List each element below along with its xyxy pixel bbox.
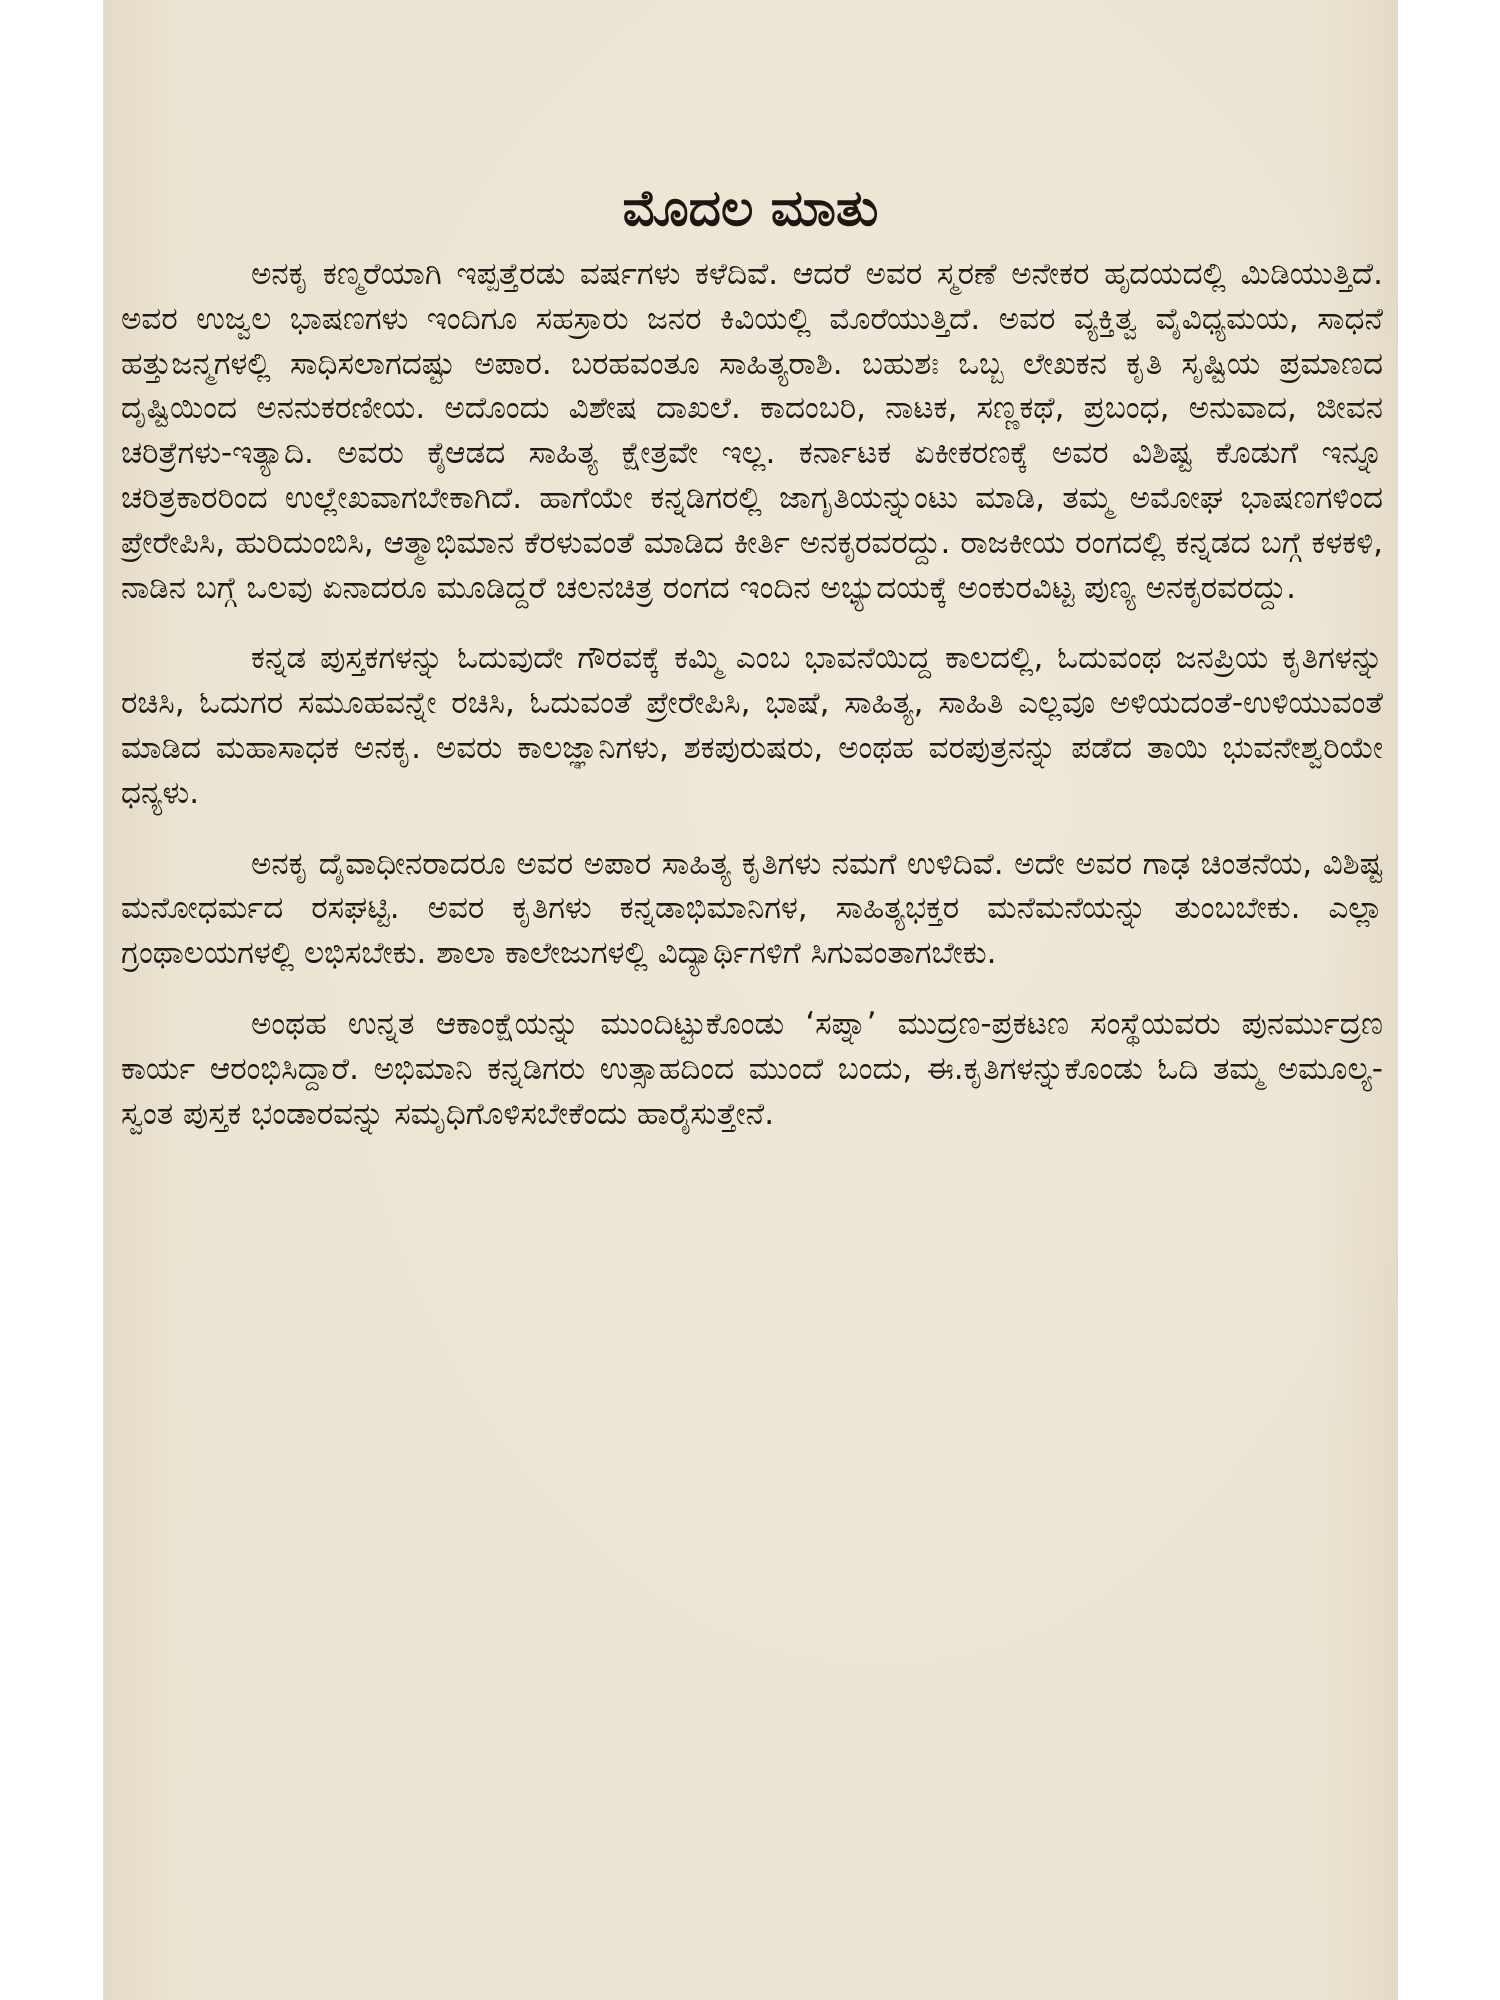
paragraph-1: ಅನಕೃ ಕಣ್ಮರೆಯಾಗಿ ಇಪ್ಪತ್ತೆರಡು ವರ್ಷಗಳು ಕಳೆದಿವೆ. ಆದರೆ ಅವರ ಸ್ಮರಣೆ ಅನೇಕರ ಹೃದಯದಲ್ಲಿ ಮಿಡಿಯುತ್ತಿದೆ. ಅವರ ಉಜ್ವಲ ಭಾಷಣಗಳು ಇಂದಿಗೂ ಸಹಸ್ರಾರು ಜನರ ಕಿವಿಯಲ್ಲಿ ಮೊರೆಯುತ್ತಿದೆ. ಅವರ ವ್ಯಕ್ತಿತ್ವ ವೈವಿಧ್ಯಮಯ, ಸಾಧನೆ ಹತ್ತುಜನ್ಮಗಳಲ್ಲಿ ಸಾಧಿಸಲಾಗದಷ್ಟು ಅಪಾರ. ಬರಹವಂತೂ ಸಾಹಿತ್ಯರಾಶಿ. ಬಹುಶಃ ಒಬ್ಬ ಲೇಖಕನ ಕೃತಿ ಸೃಷ್ಟಿಯ ಪ್ರಮಾಣದ ದೃಷ್ಟಿಯಿಂದ ಅನನುಕರಣೀಯ. ಅದೊಂದು ವಿಶೇಷ ದಾಖಲೆ. ಕಾದಂಬರಿ, ನಾಟಕ, ಸಣ್ಣಕಥೆ, ಪ್ರಬಂಧ, ಅನುವಾದ, ಜೀವನ ಚರಿತ್ರೆಗಳು-ಇತ್ಯಾದಿ. ಅವರು ಕೈಆಡದ ಸಾಹಿತ್ಯ ಕ್ಷೇತ್ರವೇ ಇಲ್ಲ. ಕರ್ನಾಟಕ ಏಕೀಕರಣಕ್ಕೆ ಅವರ ವಿಶಿಷ್ಟ ಕೊಡುಗೆ ಇನ್ನೂ ಚರಿತ್ರಕಾರರಿಂದ ಉಲ್ಲೇಖವಾಗಬೇಕಾಗಿದೆ. ಹಾಗೆಯೇ ಕನ್ನಡಿಗರಲ್ಲಿ ಜಾಗೃತಿಯನ್ನುಂಟು ಮಾಡಿ, ತಮ್ಮ ಅಮೋಘ ಭಾಷಣಗಳಿಂದ ಪ್ರೇರೇಪಿಸಿ, ಹುರಿದುಂಬಿಸಿ, ಆತ್ಮಾಭಿಮಾನ ಕೆರಳುವಂತೆ ಮಾಡಿದ ಕೀರ್ತಿ ಅನಕೃರವರದ್ದು. ರಾಜಕೀಯ ರಂಗದಲ್ಲಿ ಕನ್ನಡದ ಬಗ್ಗೆ ಕಳಕಳಿ, ನಾಡಿನ ಬಗ್ಗೆ ಒಲವು ಏನಾದರೂ ಮೂಡಿದ್ದರೆ ಚಲನಚಿತ್ರ ರಂಗದ ಇಂದಿನ ಅಭ್ಯುದಯಕ್ಕೆ ಅಂಕುರವಿಟ್ಟ ಪುಣ್ಯ ಅನಕೃರವರದ್ದು. xyxy=(121,256,1383,606)
book-page xyxy=(103,0,1398,2000)
page-title: ಮೊದಲ ಮಾತು xyxy=(622,179,879,237)
paragraph-3: ಅನಕೃ ದೈವಾಧೀನರಾದರೂ ಅವರ ಅಪಾರ ಸಾಹಿತ್ಯ ಕೃತಿಗಳು ನಮಗೆ ಉಳಿದಿವೆ. ಅದೇ ಅವರ ಗಾಢ ಚಿಂತನೆಯ, ವಿಶಿಷ್ಟ ಮನೋಧರ್ಮದ ರಸಘಟ್ಟಿ. ಅವರ ಕೃತಿಗಳು ಕನ್ನಡಾಭಿಮಾನಿಗಳ, ಸಾಹಿತ್ಯಭಕ್ತರ ಮನೆಮನೆಯನ್ನು ತುಂಬಬೇಕು. ಎಲ್ಲಾ ಗ್ರಂಥಾಲಯಗಳಲ್ಲಿ ಲಭಿಸಬೇಕು. ಶಾಲಾ ಕಾಲೇಜುಗಳಲ್ಲಿ ವಿದ್ಯಾರ್ಥಿಗಳಿಗೆ ಸಿಗುವಂತಾಗಬೇಕು. xyxy=(121,845,1383,972)
paragraph-4: ಅಂಥಹ ಉನ್ನತ ಆಕಾಂಕ್ಷೆಯನ್ನು ಮುಂದಿಟ್ಟುಕೊಂಡು ‘ಸಪ್ನಾ’ ಮುದ್ರಣ-ಪ್ರಕಟಣ ಸಂಸ್ಥೆಯವರು ಪುನರ್ಮುದ್ರಣ ಕಾರ್ಯ ಆರಂಭಿಸಿದ್ದಾರೆ. ಅಭಿಮಾನಿ ಕನ್ನಡಿಗರು ಉತ್ಸಾಹದಿಂದ ಮುಂದೆ ಬಂದು, ಈ.ಕೃತಿಗಳನ್ನುಕೊಂಡು ಓದಿ ತಮ್ಮ ಅಮೂಲ್ಯ-ಸ್ವಂತ ಪುಸ್ತಕ ಭಂಡಾರವನ್ನು ಸಮೃಧಿಗೊಳಿಸಬೇಕೆಂದು ಹಾರೈಸುತ್ತೇನೆ. xyxy=(121,1005,1383,1132)
page-body xyxy=(121,252,1383,1136)
paragraph-2: ಕನ್ನಡ ಪುಸ್ತಕಗಳನ್ನು ಓದುವುದೇ ಗೌರವಕ್ಕೆ ಕಮ್ಮಿ ಎಂಬ ಭಾವನೆಯಿದ್ದ ಕಾಲದಲ್ಲಿ, ಓದುವಂಥ ಜನಪ್ರಿಯ ಕೃತಿಗಳನ್ನು ರಚಿಸಿ, ಓದುಗರ ಸಮೂಹವನ್ನೇ ರಚಿಸಿ, ಓದುವಂತೆ ಪ್ರೇರೇಪಿಸಿ, ಭಾಷೆ, ಸಾಹಿತ್ಯ, ಸಾಹಿತಿ ಎಲ್ಲವೂ ಅಳಿಯದಂತೆ-ಉಳಿಯುವಂತೆ ಮಾಡಿದ ಮಹಾಸಾಧಕ ಅನಕೃ. ಅವರು ಕಾಲಜ್ಞಾನಿಗಳು, ಶಕಪುರುಷರು, ಅಂಥಹ ವರಪುತ್ರನನ್ನು ಪಡೆದ ತಾಯಿ ಭುವನೇಶ್ವರಿಯೇ ಧನ್ಯಳು. xyxy=(121,640,1383,811)
